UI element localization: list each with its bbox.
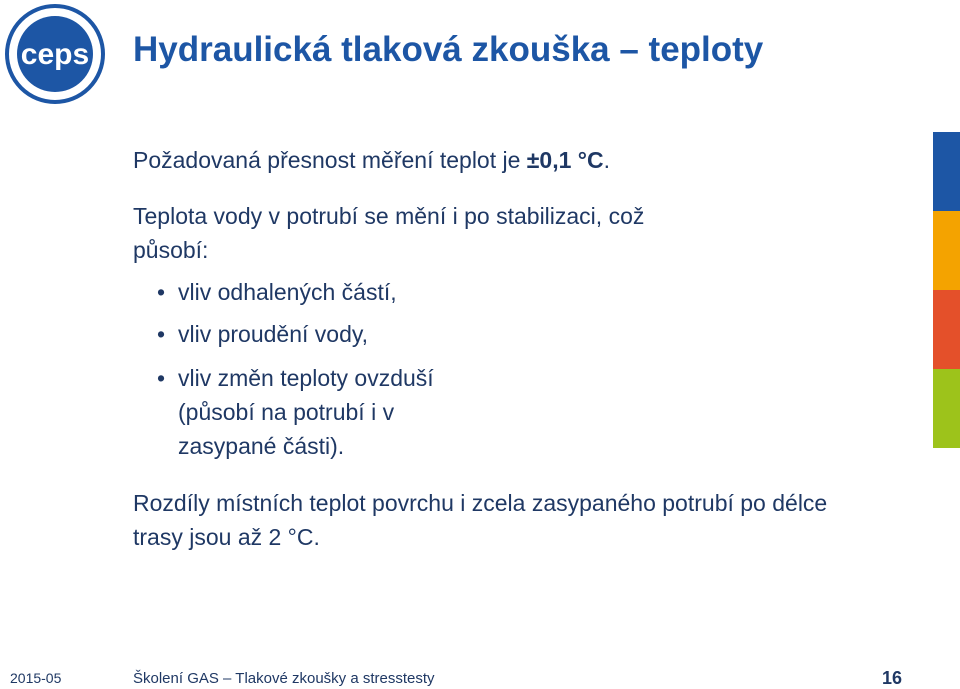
temperature-paragraph: Teplota vody v potrubí se mění i po stabilizaci, což působí: (133, 203, 645, 263)
color-bar-red (933, 290, 960, 369)
color-bar-green (933, 369, 960, 448)
bullet-icon: • (157, 321, 166, 347)
slide-title: Hydraulická tlaková zkouška – teploty (133, 30, 764, 69)
list-item: • vliv změn teploty ovzduší (působí na potrubí i v zasypané části). (133, 361, 458, 463)
logo-text: ceps (20, 38, 90, 71)
ceps-logo (4, 3, 106, 105)
list-item: • vliv odhalených částí, (133, 271, 913, 313)
footer-date: 2015-05 (10, 670, 62, 686)
bullet-icon: • (157, 365, 166, 391)
color-bar-orange (933, 211, 960, 290)
footer-presentation-name: Školení GAS – Tlakové zkoušky a stresstesty (133, 670, 435, 687)
slide-content (133, 143, 913, 554)
color-bar-blue (933, 132, 960, 211)
bullet-icon: • (157, 279, 166, 305)
page-number: 16 (881, 668, 902, 688)
list-item: • vliv proudění vody, (133, 313, 913, 355)
color-bars (933, 132, 960, 448)
effects-list (133, 271, 913, 463)
accuracy-value: ±0,1 °C (526, 147, 604, 173)
differences-paragraph: Rozdíly místních teplot povrchu i zcela zasypaného potrubí po délce trasy jsou až 2 °C. (133, 490, 828, 550)
slide-footer (0, 664, 960, 689)
accuracy-paragraph (133, 143, 913, 177)
accuracy-suffix: . (603, 147, 610, 173)
accuracy-prefix: Požadovaná přesnost měření teplot je (133, 147, 527, 173)
